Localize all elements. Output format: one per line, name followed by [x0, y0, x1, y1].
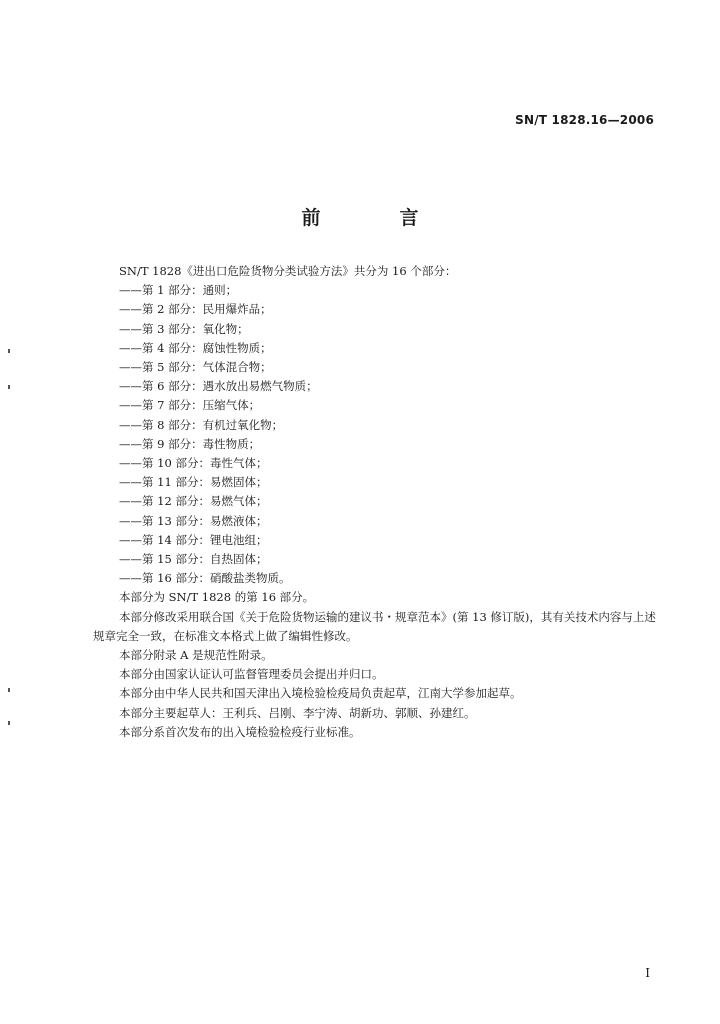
list-item: ——第 3 部分：氧化物；	[119, 321, 249, 336]
list-item: ——第 8 部分：有机过氧化物；	[119, 417, 284, 432]
list-item: ——第 13 部分：易燃液体；	[119, 513, 268, 528]
standard-code: SN/T 1828.16—2006	[515, 113, 654, 127]
page-number: I	[645, 966, 650, 980]
paragraph: 本部分主要起草人：王利兵、吕刚、李宁涛、胡新功、郭顺、孙建红。	[119, 705, 476, 720]
list-item: ——第 15 部分：自热固体；	[119, 552, 268, 567]
list-item: ——第 9 部分：毒性物质；	[119, 436, 261, 451]
paragraph: 本部分由国家认证认可监督管理委员会提出并归口。	[119, 667, 384, 682]
page-title: 前 言	[301, 207, 449, 229]
list-item: ——第 11 部分：易燃固体；	[119, 475, 268, 490]
list-item: ——第 5 部分：气体混合物；	[119, 360, 272, 375]
list-item: ——第 7 部分：压缩气体；	[119, 398, 261, 413]
paragraph: 本部分为 SN/T 1828 的第 16 部分。	[119, 590, 315, 605]
paragraph: 本部分系首次发布的出入境检验检疫行业标准。	[119, 724, 361, 739]
parts-list	[93, 281, 658, 588]
paragraph: 本部分修改采用联合国《关于危险货物运输的建议书・规章范本》(第 13 修订版)，其有关技术内容与上述规章完全一致，在标准文本格式上做了编辑性修改。	[93, 609, 656, 643]
list-item: ——第 4 部分：腐蚀性物质；	[119, 340, 272, 355]
list-item: ——第 2 部分：民用爆炸品；	[119, 302, 272, 317]
list-item: ——第 14 部分：锂电池组；	[119, 532, 268, 547]
paragraph: 本部分附录 A 是规范性附录。	[119, 648, 273, 663]
list-item: ——第 12 部分：易燃气体；	[119, 494, 268, 509]
list-item: ——第 10 部分：毒性气体；	[119, 456, 268, 471]
list-item: ——第 1 部分：通则；	[119, 283, 238, 298]
list-item: ——第 16 部分：硝酸盐类物质。	[119, 571, 291, 586]
scan-mark	[8, 349, 10, 353]
scan-mark	[8, 385, 10, 389]
paragraph: 本部分由中华人民共和国天津出入境检验检疫局负责起草，江南大学参加起草。	[119, 686, 522, 701]
list-item: ——第 6 部分：遇水放出易燃气物质；	[119, 379, 318, 394]
foreword-body	[93, 262, 658, 742]
intro-paragraph: SN/T 1828《进出口危险货物分类试验方法》共分为 16 个部分：	[119, 264, 457, 278]
scan-mark	[8, 688, 10, 692]
scan-mark	[8, 721, 10, 725]
